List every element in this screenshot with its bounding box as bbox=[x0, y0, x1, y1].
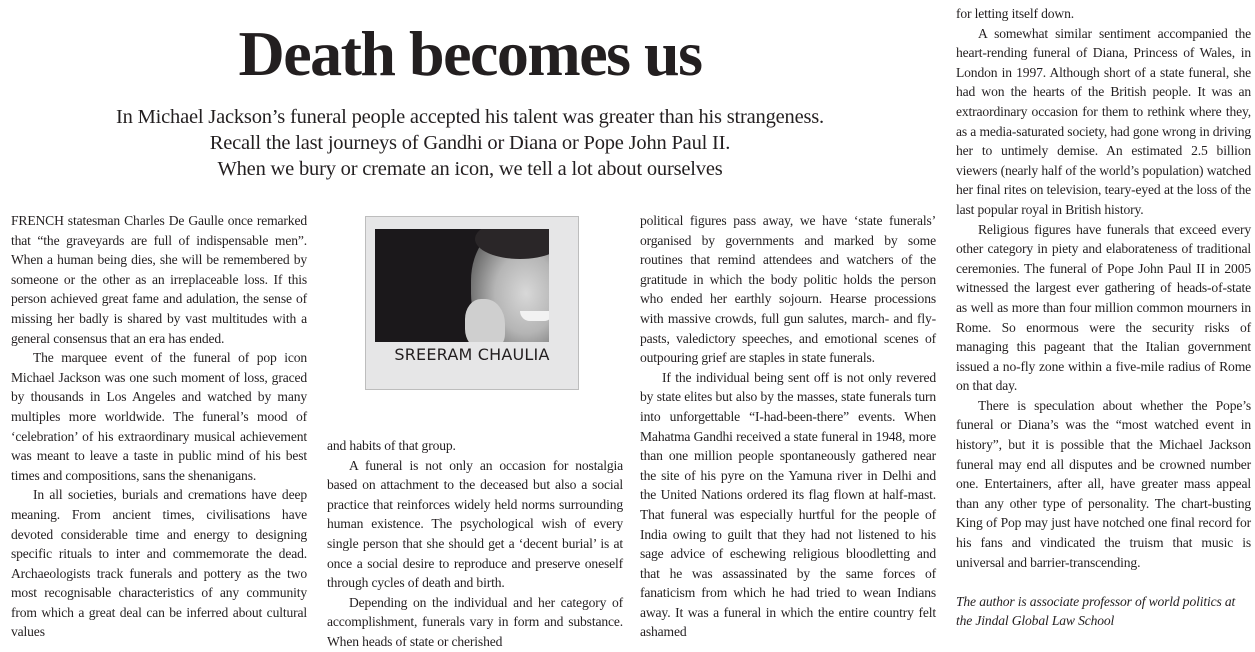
paragraph: for letting itself down. bbox=[956, 6, 1074, 21]
column-1 bbox=[11, 211, 307, 642]
paragraph: political figures pass away, we have ‘state funerals’ organised by governments and marked by some routines that remind attendees and watchers of the gratitude in which the body politic holds the person who ended her earthly sojourn. Hearse processions with massive crowds, full gun salutes, march- and fly-pasts, valedictory speeches, and emotional scenes of outpouring grief are staples in state funerals. bbox=[640, 213, 936, 366]
column-3 bbox=[640, 211, 936, 642]
paragraph: FRENCH statesman Charles De Gaulle once remarked that “the graveyards are full of indispensable men”. When a human being dies, she will be remembered by someone or the other as an irreplaceable loss. If this person achieved great fame and adulation, the sense of missing her badly is shared by vast multitudes with a general consensus that an era has ended. bbox=[11, 213, 307, 346]
paragraph: and habits of that group. bbox=[327, 438, 456, 453]
paragraph: There is speculation about whether the Pope’s funeral or Diana’s was the “most watched event in history”, but it is possible that the Michael Jackson funeral may end all disputes and be crowned number one. Entertainers, after all, have greater mass appeal than any other type of personality. The chart-busting King of Pop may just have notched one final record for his fans and vindicated the truism that music is universal and barrier-transcending. bbox=[956, 397, 1251, 570]
column-2 bbox=[327, 436, 623, 652]
author-photo bbox=[375, 229, 549, 342]
paragraph: A funeral is not only an occasion for nostalgia based on attachment to the deceased but also a social practice that reinforces widely held norms surrounding human existence. The psychological wish of every single person that she should get a ‘decent burial’ is at once a social desire to reproduce and preserve oneself through cycles of death and birth. bbox=[327, 457, 623, 591]
column-4 bbox=[956, 4, 1251, 631]
paragraph: A somewhat similar sentiment accompanied the heart-rending funeral of Diana, Princess of Wales, in London in 1997. Although short of a state funeral, she had won the hearts of the British people. It was an extraordinary occasion for them to rethink where they, as a media-saturated society, had gone wrong in driving her to untimely demise. An estimated 2.5 billion viewers (nearly half of the world’s population) watched her final rites on television, teary-eyed at the loss of the last popular royal in British history. bbox=[956, 25, 1251, 217]
paragraph: If the individual being sent off is not only revered by state elites but also by the masses, state funerals turn into unforgettable “I-had-been-there” events. When Mahatma Gandhi received a state funeral in 1948, more than one million people spontaneously gathered near the site of his pyre on the Yamuna river in Delhi and the United Nations ordered its flag flown at half-mast. That funeral was especially hurtful for the people of India owing to guilt that they had not listened to his sage advice of eschewing religious bloodletting and that he was assassinated by the same forces of fanaticism from which he had tried to wean Indians away. It was a funeral in which the entire country felt ashamed bbox=[640, 369, 936, 640]
standfirst bbox=[60, 104, 880, 182]
headline: Death becomes us bbox=[238, 18, 702, 89]
author-photo-box bbox=[365, 216, 579, 390]
standfirst-line: In Michael Jackson’s funeral people accepted his talent was greater than his strangeness. bbox=[116, 106, 824, 128]
author-note: The author is associate professor of world politics at the Jindal Global Law School bbox=[956, 593, 1236, 629]
paragraph: In all societies, burials and cremations have deep meaning. From ancient times, civilisations have devoted considerable time and energy to designing specific rituals to inter and commemorate the dead. Archaeologists track funerals and pottery as the two most recognisable characteristics of any community from which a great deal can be inferred about cultural values bbox=[11, 487, 307, 640]
hand-image bbox=[465, 299, 505, 342]
paragraph: Depending on the individual and her category of accomplishment, funerals vary in form and substance. When heads of state or cherished bbox=[327, 594, 623, 649]
byline: SREERAM CHAULIA bbox=[394, 345, 550, 364]
standfirst-line: Recall the last journeys of Gandhi or Diana or Pope John Paul II. bbox=[209, 132, 731, 154]
paragraph: The marquee event of the funeral of pop icon Michael Jackson was one such moment of loss, graced by thousands in Los Angeles and watched by many multiples more worldwide. The funeral’s mood of ‘celebration’ of his extraordinary musical achievement was meant to leave a taste in public mind of his best times and compositions, sans the shenanigans. bbox=[11, 350, 307, 483]
smile-image bbox=[520, 311, 549, 321]
paragraph: Religious figures have funerals that exceed every other category in piety and elaborateness of traditional ceremonies. The funeral of Pope John Paul II in 2005 witnessed the largest ever gathering of heads-of-state as well as more than four million common mourners in Rome. So enormous were the security risks of managing this pageant that the Italian government issued a no-fly zone within a five-mile radius of Rome on that day. bbox=[956, 221, 1251, 394]
standfirst-line: When we bury or cremate an icon, we tell a lot about ourselves bbox=[217, 158, 723, 180]
